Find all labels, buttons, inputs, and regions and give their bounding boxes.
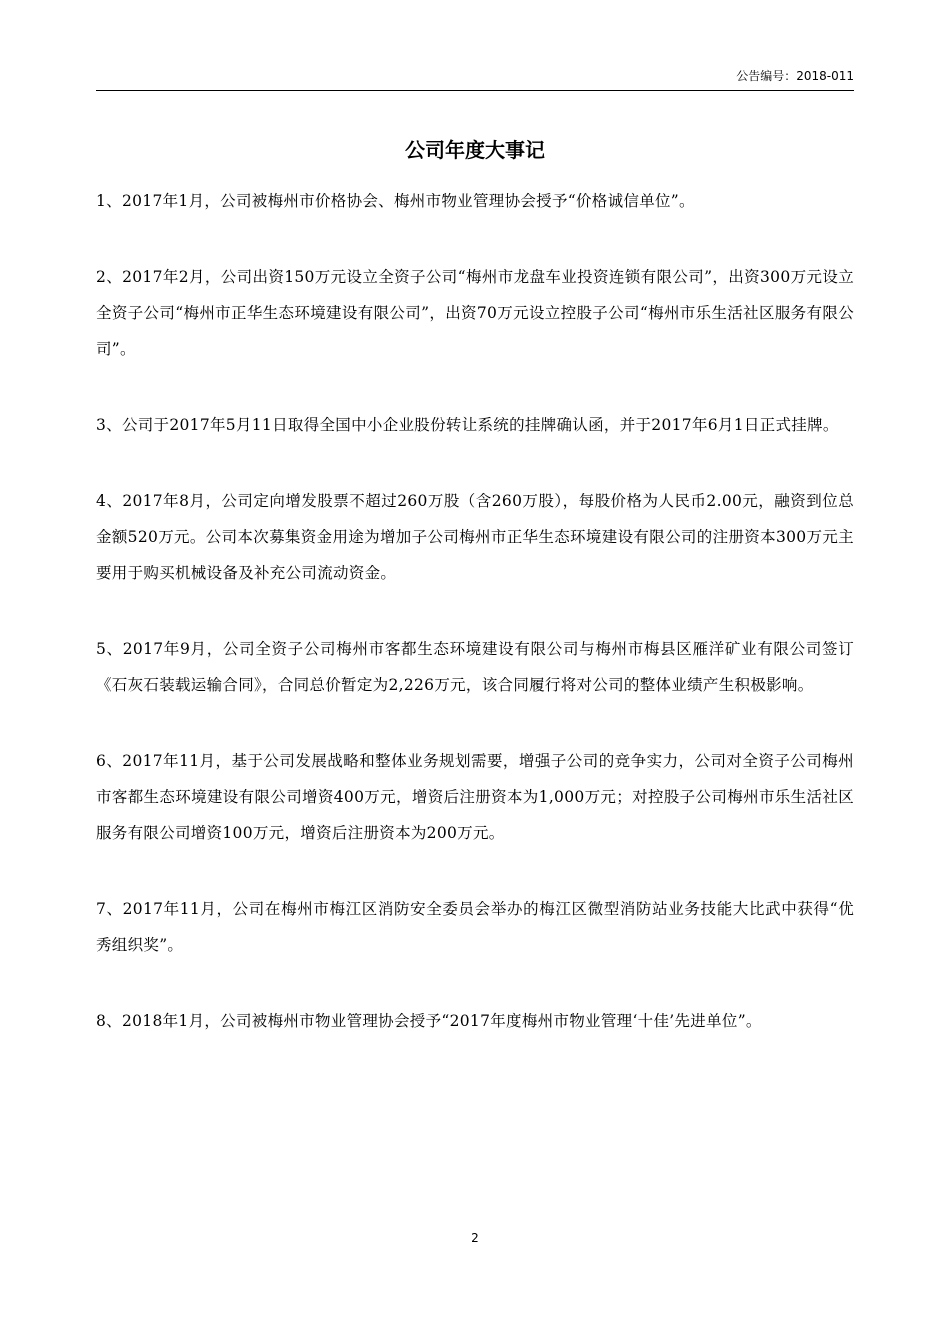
event-item-3: 3、公司于2017年5月11日取得全国中小企业股份转让系统的挂牌确认函，并于2017年6月1日正式挂牌。 <box>96 416 839 434</box>
page-title: 公司年度大事记 <box>405 138 545 162</box>
event-item-1: 1、2017年1月，公司被梅州市价格协会、梅州市物业管理协会授予“价格诚信单位”。 <box>96 192 695 210</box>
page-number: 2 <box>471 1231 479 1245</box>
event-item-8: 8、2018年1月，公司被梅州市物业管理协会授予“2017年度梅州市物业管理‘十佳’先进单位”。 <box>96 1012 762 1030</box>
event-item-6: 6、2017年11月，基于公司发展战略和整体业务规划需要，增强子公司的竞争实力，公司对全资子公司梅州市客都生态环境建设有限公司增资400万元，增资后注册资本为1,000万元；对控股子公司梅州市乐生活社区服务有限公司增资100万元，增资后注册资本为200万元。 <box>96 752 854 842</box>
event-item-5: 5、2017年9月，公司全资子公司梅州市客都生态环境建设有限公司与梅州市梅县区雁洋矿业有限公司签订《石灰石装载运输合同》，合同总价暂定为2,226万元，该合同履行将对公司的整体业绩产生积极影响。 <box>96 640 854 694</box>
event-list <box>96 183 854 1079</box>
announcement-number: 公告编号：2018-011 <box>736 69 854 83</box>
event-item-7: 7、2017年11月，公司在梅州市梅江区消防安全委员会举办的梅江区微型消防站业务技能大比武中获得“优秀组织奖”。 <box>96 900 854 954</box>
event-item-4: 4、2017年8月，公司定向增发股票不超过260万股（含260万股），每股价格为人民币2.00元，融资到位总金额520万元。公司本次募集资金用途为增加子公司梅州市正华生态环境建设有限公司的注册资本300万元主要用于购买机械设备及补充公司流动资金。 <box>96 492 854 582</box>
event-item-2: 2、2017年2月，公司出资150万元设立全资子公司“梅州市龙盘车业投资连锁有限公司”，出资300万元设立全资子公司“梅州市正华生态环境建设有限公司”，出资70万元设立控股子公司“梅州市乐生活社区服务有限公司”。 <box>96 268 854 358</box>
header-divider <box>96 90 854 91</box>
